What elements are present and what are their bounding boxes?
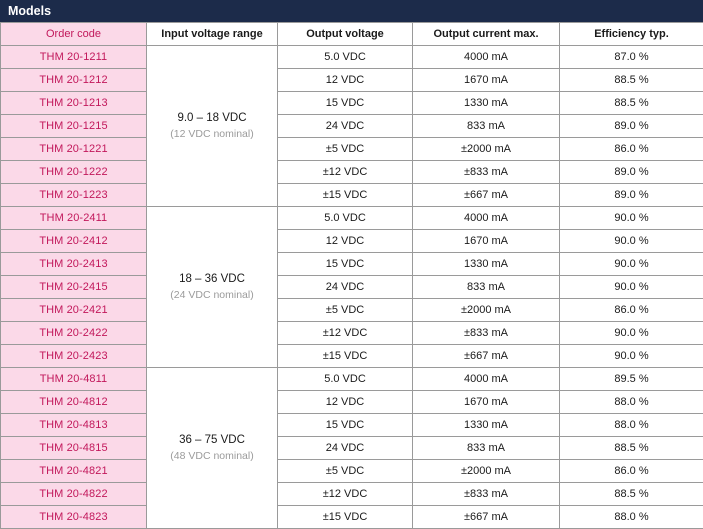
cell-output-current: 833 mA bbox=[413, 276, 560, 299]
table-row bbox=[1, 115, 703, 138]
table-row bbox=[1, 437, 703, 460]
cell-order-code: THM 20-4821 bbox=[1, 460, 147, 483]
cell-output-current: ±667 mA bbox=[413, 506, 560, 529]
cell-efficiency: 89.0 % bbox=[560, 161, 703, 184]
cell-efficiency: 90.0 % bbox=[560, 207, 703, 230]
table-row bbox=[1, 69, 703, 92]
cell-output-voltage: ±15 VDC bbox=[278, 184, 413, 207]
cell-order-code: THM 20-4815 bbox=[1, 437, 147, 460]
cell-output-current: 1670 mA bbox=[413, 391, 560, 414]
cell-order-code: THM 20-2411 bbox=[1, 207, 147, 230]
table-row bbox=[1, 506, 703, 529]
cell-efficiency: 90.0 % bbox=[560, 276, 703, 299]
table-row bbox=[1, 414, 703, 437]
cell-output-voltage: 12 VDC bbox=[278, 391, 413, 414]
column-header-output-voltage: Output voltage bbox=[278, 23, 413, 46]
cell-efficiency: 90.0 % bbox=[560, 345, 703, 368]
cell-efficiency: 90.0 % bbox=[560, 253, 703, 276]
cell-output-voltage: ±15 VDC bbox=[278, 506, 413, 529]
table-row bbox=[1, 230, 703, 253]
cell-output-current: ±2000 mA bbox=[413, 299, 560, 322]
cell-efficiency: 88.5 % bbox=[560, 92, 703, 115]
cell-output-voltage: 24 VDC bbox=[278, 437, 413, 460]
table-row bbox=[1, 345, 703, 368]
cell-efficiency: 90.0 % bbox=[560, 322, 703, 345]
table-row bbox=[1, 460, 703, 483]
cell-output-current: 1330 mA bbox=[413, 253, 560, 276]
cell-output-current: 1330 mA bbox=[413, 414, 560, 437]
cell-order-code: THM 20-1221 bbox=[1, 138, 147, 161]
cell-efficiency: 88.0 % bbox=[560, 414, 703, 437]
cell-efficiency: 88.5 % bbox=[560, 69, 703, 92]
cell-output-voltage: ±12 VDC bbox=[278, 161, 413, 184]
cell-order-code: THM 20-1211 bbox=[1, 46, 147, 69]
column-header-order-code: Order code bbox=[1, 23, 147, 46]
cell-output-voltage: ±12 VDC bbox=[278, 483, 413, 506]
column-header-input-voltage-range: Input voltage range bbox=[147, 23, 278, 46]
table-row bbox=[1, 483, 703, 506]
table-row bbox=[1, 299, 703, 322]
cell-order-code: THM 20-2421 bbox=[1, 299, 147, 322]
cell-output-current: 4000 mA bbox=[413, 46, 560, 69]
table-row bbox=[1, 207, 703, 230]
cell-output-current: ±2000 mA bbox=[413, 460, 560, 483]
cell-order-code: THM 20-1215 bbox=[1, 115, 147, 138]
column-header-output-current-max: Output current max. bbox=[413, 23, 560, 46]
cell-output-voltage: 24 VDC bbox=[278, 115, 413, 138]
cell-output-current: 1670 mA bbox=[413, 69, 560, 92]
column-header-efficiency-typ: Efficiency typ. bbox=[560, 23, 703, 46]
cell-order-code: THM 20-1212 bbox=[1, 69, 147, 92]
cell-efficiency: 88.0 % bbox=[560, 506, 703, 529]
cell-output-voltage: 5.0 VDC bbox=[278, 46, 413, 69]
cell-output-voltage: ±15 VDC bbox=[278, 345, 413, 368]
section-title-bar bbox=[0, 0, 703, 22]
cell-efficiency: 89.0 % bbox=[560, 115, 703, 138]
cell-efficiency: 90.0 % bbox=[560, 230, 703, 253]
cell-order-code: THM 20-2422 bbox=[1, 322, 147, 345]
input-range-nominal: (48 VDC nominal) bbox=[147, 449, 277, 464]
table-row bbox=[1, 276, 703, 299]
table-row bbox=[1, 322, 703, 345]
cell-output-current: ±667 mA bbox=[413, 184, 560, 207]
models-table bbox=[0, 22, 703, 529]
input-range-value: 36 – 75 VDC bbox=[179, 434, 245, 446]
cell-output-voltage: ±5 VDC bbox=[278, 460, 413, 483]
cell-efficiency: 88.5 % bbox=[560, 483, 703, 506]
table-row bbox=[1, 391, 703, 414]
cell-output-current: 833 mA bbox=[413, 437, 560, 460]
cell-output-current: ±833 mA bbox=[413, 483, 560, 506]
cell-order-code: THM 20-2415 bbox=[1, 276, 147, 299]
cell-output-voltage: 12 VDC bbox=[278, 230, 413, 253]
table-row bbox=[1, 253, 703, 276]
table-row bbox=[1, 184, 703, 207]
cell-order-code: THM 20-2413 bbox=[1, 253, 147, 276]
cell-efficiency: 89.5 % bbox=[560, 368, 703, 391]
cell-output-voltage: 12 VDC bbox=[278, 69, 413, 92]
cell-efficiency: 86.0 % bbox=[560, 460, 703, 483]
cell-efficiency: 86.0 % bbox=[560, 299, 703, 322]
table-row bbox=[1, 92, 703, 115]
page-title: Models bbox=[8, 4, 51, 18]
table-header-row bbox=[1, 23, 703, 46]
cell-order-code: THM 20-4823 bbox=[1, 506, 147, 529]
cell-efficiency: 86.0 % bbox=[560, 138, 703, 161]
cell-order-code: THM 20-1213 bbox=[1, 92, 147, 115]
cell-output-voltage: 15 VDC bbox=[278, 253, 413, 276]
cell-output-voltage: ±12 VDC bbox=[278, 322, 413, 345]
cell-output-current: 4000 mA bbox=[413, 207, 560, 230]
cell-output-voltage: 5.0 VDC bbox=[278, 207, 413, 230]
cell-efficiency: 88.5 % bbox=[560, 437, 703, 460]
cell-output-voltage: 15 VDC bbox=[278, 92, 413, 115]
cell-order-code: THM 20-2423 bbox=[1, 345, 147, 368]
cell-order-code: THM 20-4811 bbox=[1, 368, 147, 391]
cell-order-code: THM 20-1223 bbox=[1, 184, 147, 207]
cell-output-voltage: 15 VDC bbox=[278, 414, 413, 437]
cell-input-voltage-range bbox=[147, 207, 278, 368]
input-range-value: 9.0 – 18 VDC bbox=[177, 112, 246, 124]
cell-output-voltage: 24 VDC bbox=[278, 276, 413, 299]
table-row bbox=[1, 368, 703, 391]
cell-output-current: ±2000 mA bbox=[413, 138, 560, 161]
cell-output-current: 1330 mA bbox=[413, 92, 560, 115]
table-row bbox=[1, 46, 703, 69]
input-range-value: 18 – 36 VDC bbox=[179, 273, 245, 285]
cell-order-code: THM 20-4812 bbox=[1, 391, 147, 414]
table-body bbox=[1, 46, 703, 529]
cell-order-code: THM 20-2412 bbox=[1, 230, 147, 253]
cell-output-current: 1670 mA bbox=[413, 230, 560, 253]
cell-output-current: ±833 mA bbox=[413, 161, 560, 184]
cell-output-voltage: 5.0 VDC bbox=[278, 368, 413, 391]
cell-input-voltage-range bbox=[147, 368, 278, 529]
cell-output-voltage: ±5 VDC bbox=[278, 299, 413, 322]
table-row bbox=[1, 161, 703, 184]
cell-efficiency: 89.0 % bbox=[560, 184, 703, 207]
cell-order-code: THM 20-1222 bbox=[1, 161, 147, 184]
cell-order-code: THM 20-4813 bbox=[1, 414, 147, 437]
cell-efficiency: 88.0 % bbox=[560, 391, 703, 414]
input-range-nominal: (24 VDC nominal) bbox=[147, 288, 277, 303]
cell-output-current: ±667 mA bbox=[413, 345, 560, 368]
cell-output-voltage: ±5 VDC bbox=[278, 138, 413, 161]
table-header bbox=[1, 23, 703, 46]
cell-order-code: THM 20-4822 bbox=[1, 483, 147, 506]
cell-output-current: ±833 mA bbox=[413, 322, 560, 345]
cell-output-current: 833 mA bbox=[413, 115, 560, 138]
table-row bbox=[1, 138, 703, 161]
cell-output-current: 4000 mA bbox=[413, 368, 560, 391]
cell-efficiency: 87.0 % bbox=[560, 46, 703, 69]
cell-input-voltage-range bbox=[147, 46, 278, 207]
input-range-nominal: (12 VDC nominal) bbox=[147, 127, 277, 142]
